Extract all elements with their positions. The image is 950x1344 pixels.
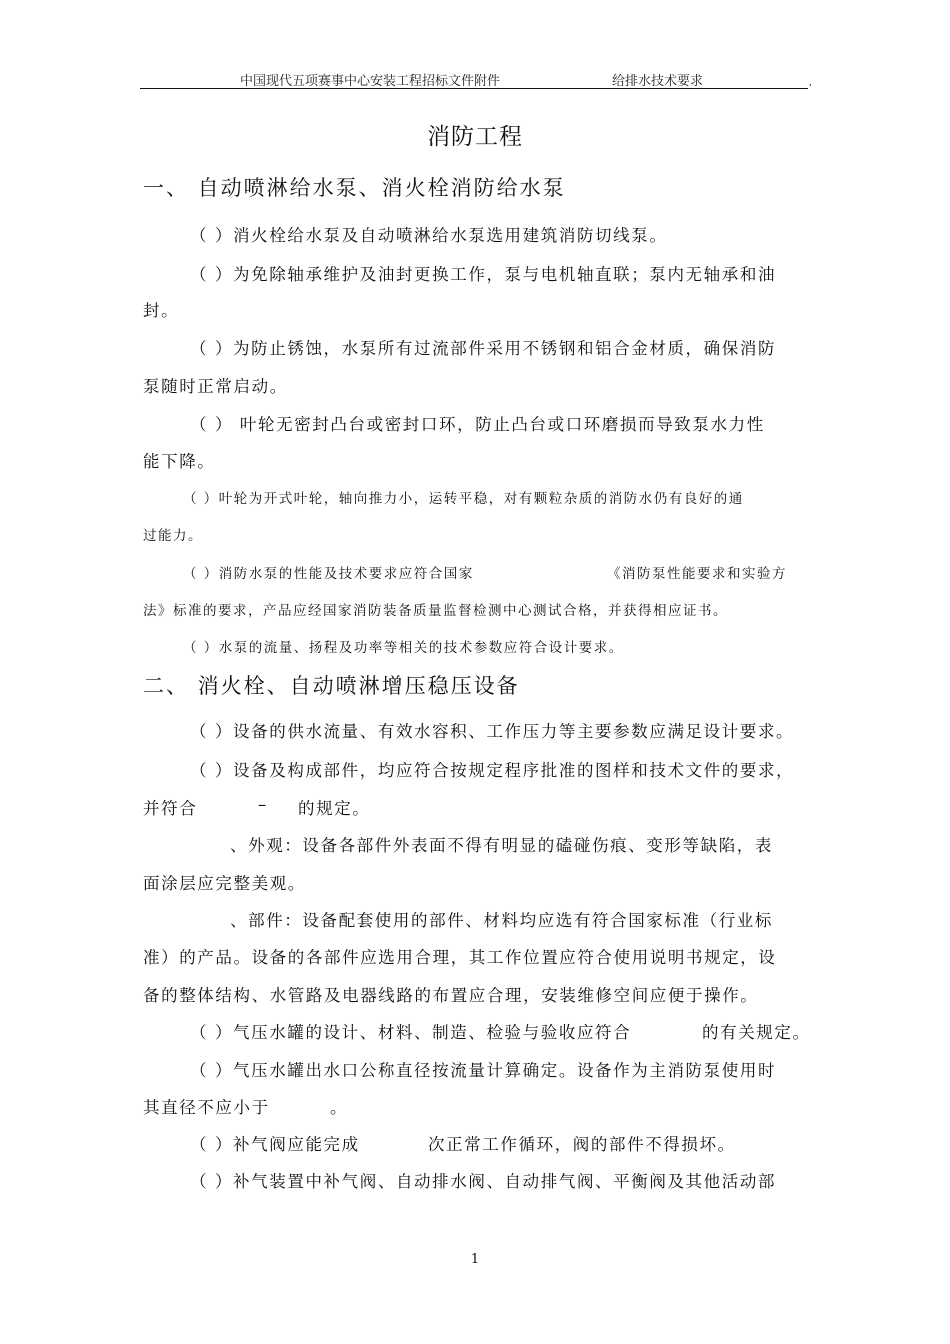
standard-dash: – xyxy=(258,795,268,814)
paragraph-line: 其直径不应小于 xyxy=(143,1098,270,1117)
page-title: 消防工程 xyxy=(427,124,523,150)
paragraph-line: （ ）水泵的流量、扬程及功率等相关的技术参数应符合设计要求。 xyxy=(183,640,624,656)
paragraph-line: （ ）设备及构成部件，均应符合按规定程序批准的图样和技术文件的要求， xyxy=(190,761,795,780)
section-heading-1: 一、 自动喷淋给水泵、消火栓消防给水泵 xyxy=(143,176,566,200)
paragraph-line: 泵随时正常启动。 xyxy=(143,377,288,396)
paragraph-line: （ ）消防水泵的性能及技术要求应符合国家 xyxy=(183,566,474,582)
paragraph-line: 并符合 xyxy=(143,799,198,818)
page-number: 1 xyxy=(470,1252,480,1267)
paragraph-line: 、外观：设备各部件外表面不得有明显的磕碰伤痕、变形等缺陷，表 xyxy=(230,836,773,855)
paragraph-line: （ ） 叶轮无密封凸台或密封口环，防止凸台或口环磨损而导致泵水力性 xyxy=(190,415,765,434)
paragraph-line: 次正常工作循环，阀的部件不得损坏。 xyxy=(428,1135,736,1154)
paragraph-line: 准）的产品。设备的各部件应选用合理，其工作位置应符合使用说明书规定，设 xyxy=(143,948,777,967)
paragraph-line: （ ）消火栓给水泵及自动喷淋给水泵选用建筑消防切线泵。 xyxy=(190,226,668,245)
paragraph-line: 的有关规定。 xyxy=(702,1023,811,1042)
paragraph-line: （ ）叶轮为开式叶轮，轴向推力小，运转平稳，对有颗粒杂质的消防水仍有良好的通 xyxy=(183,491,744,507)
page-header xyxy=(140,70,810,90)
paragraph-line: （ ）补气装置中补气阀、自动排水阀、自动排气阀、平衡阀及其他活动部 xyxy=(190,1172,777,1191)
header-section-title: 给排水技术要求 xyxy=(612,74,704,89)
standard-reference: 《消防泵性能要求和实验方 xyxy=(607,566,787,582)
paragraph-line: 能下降。 xyxy=(143,452,216,471)
header-mark: , xyxy=(809,78,812,88)
paragraph-line: 封。 xyxy=(143,301,180,320)
paragraph-line: 、部件：设备配套使用的部件、材料均应选有符合国家标准（行业标 xyxy=(230,911,773,930)
paragraph-line: 备的整体结构、水管路及电器线路的布置应合理，安装维修空间应便于操作。 xyxy=(143,986,759,1005)
paragraph-line: （ ）补气阀应能完成 xyxy=(190,1135,360,1154)
paragraph-line: （ ）气压水罐出水口公称直径按流量计算确定。设备作为主消防泵使用时 xyxy=(190,1061,777,1080)
paragraph-line: 面涂层应完整美观。 xyxy=(143,874,306,893)
paragraph-line: （ ）为防止锈蚀，水泵所有过流部件采用不锈钢和铝合金材质，确保消防 xyxy=(190,339,777,358)
header-document-title: 中国现代五项赛事中心安装工程招标文件附件 xyxy=(240,74,501,89)
section-heading-2: 二、 消火栓、自动喷淋增压稳压设备 xyxy=(143,674,520,698)
paragraph-line: （ ）为免除轴承维护及油封更换工作，泵与电机轴直联；泵内无轴承和油 xyxy=(190,265,777,284)
paragraph-line: （ ）气压水罐的设计、材料、制造、检验与验收应符合 xyxy=(190,1023,632,1042)
header-rule xyxy=(140,88,808,89)
paragraph-line: 的规定。 xyxy=(298,799,371,818)
paragraph-line: 。 xyxy=(330,1098,349,1117)
paragraph-line: 过能力。 xyxy=(143,528,203,544)
paragraph-line: 法》标准的要求，产品应经国家消防装备质量监督检测中心测试合格，并获得相应证书。 xyxy=(143,603,728,619)
paragraph-line: （ ）设备的供水流量、有效水容积、工作压力等主要参数应满足设计要求。 xyxy=(190,722,795,741)
